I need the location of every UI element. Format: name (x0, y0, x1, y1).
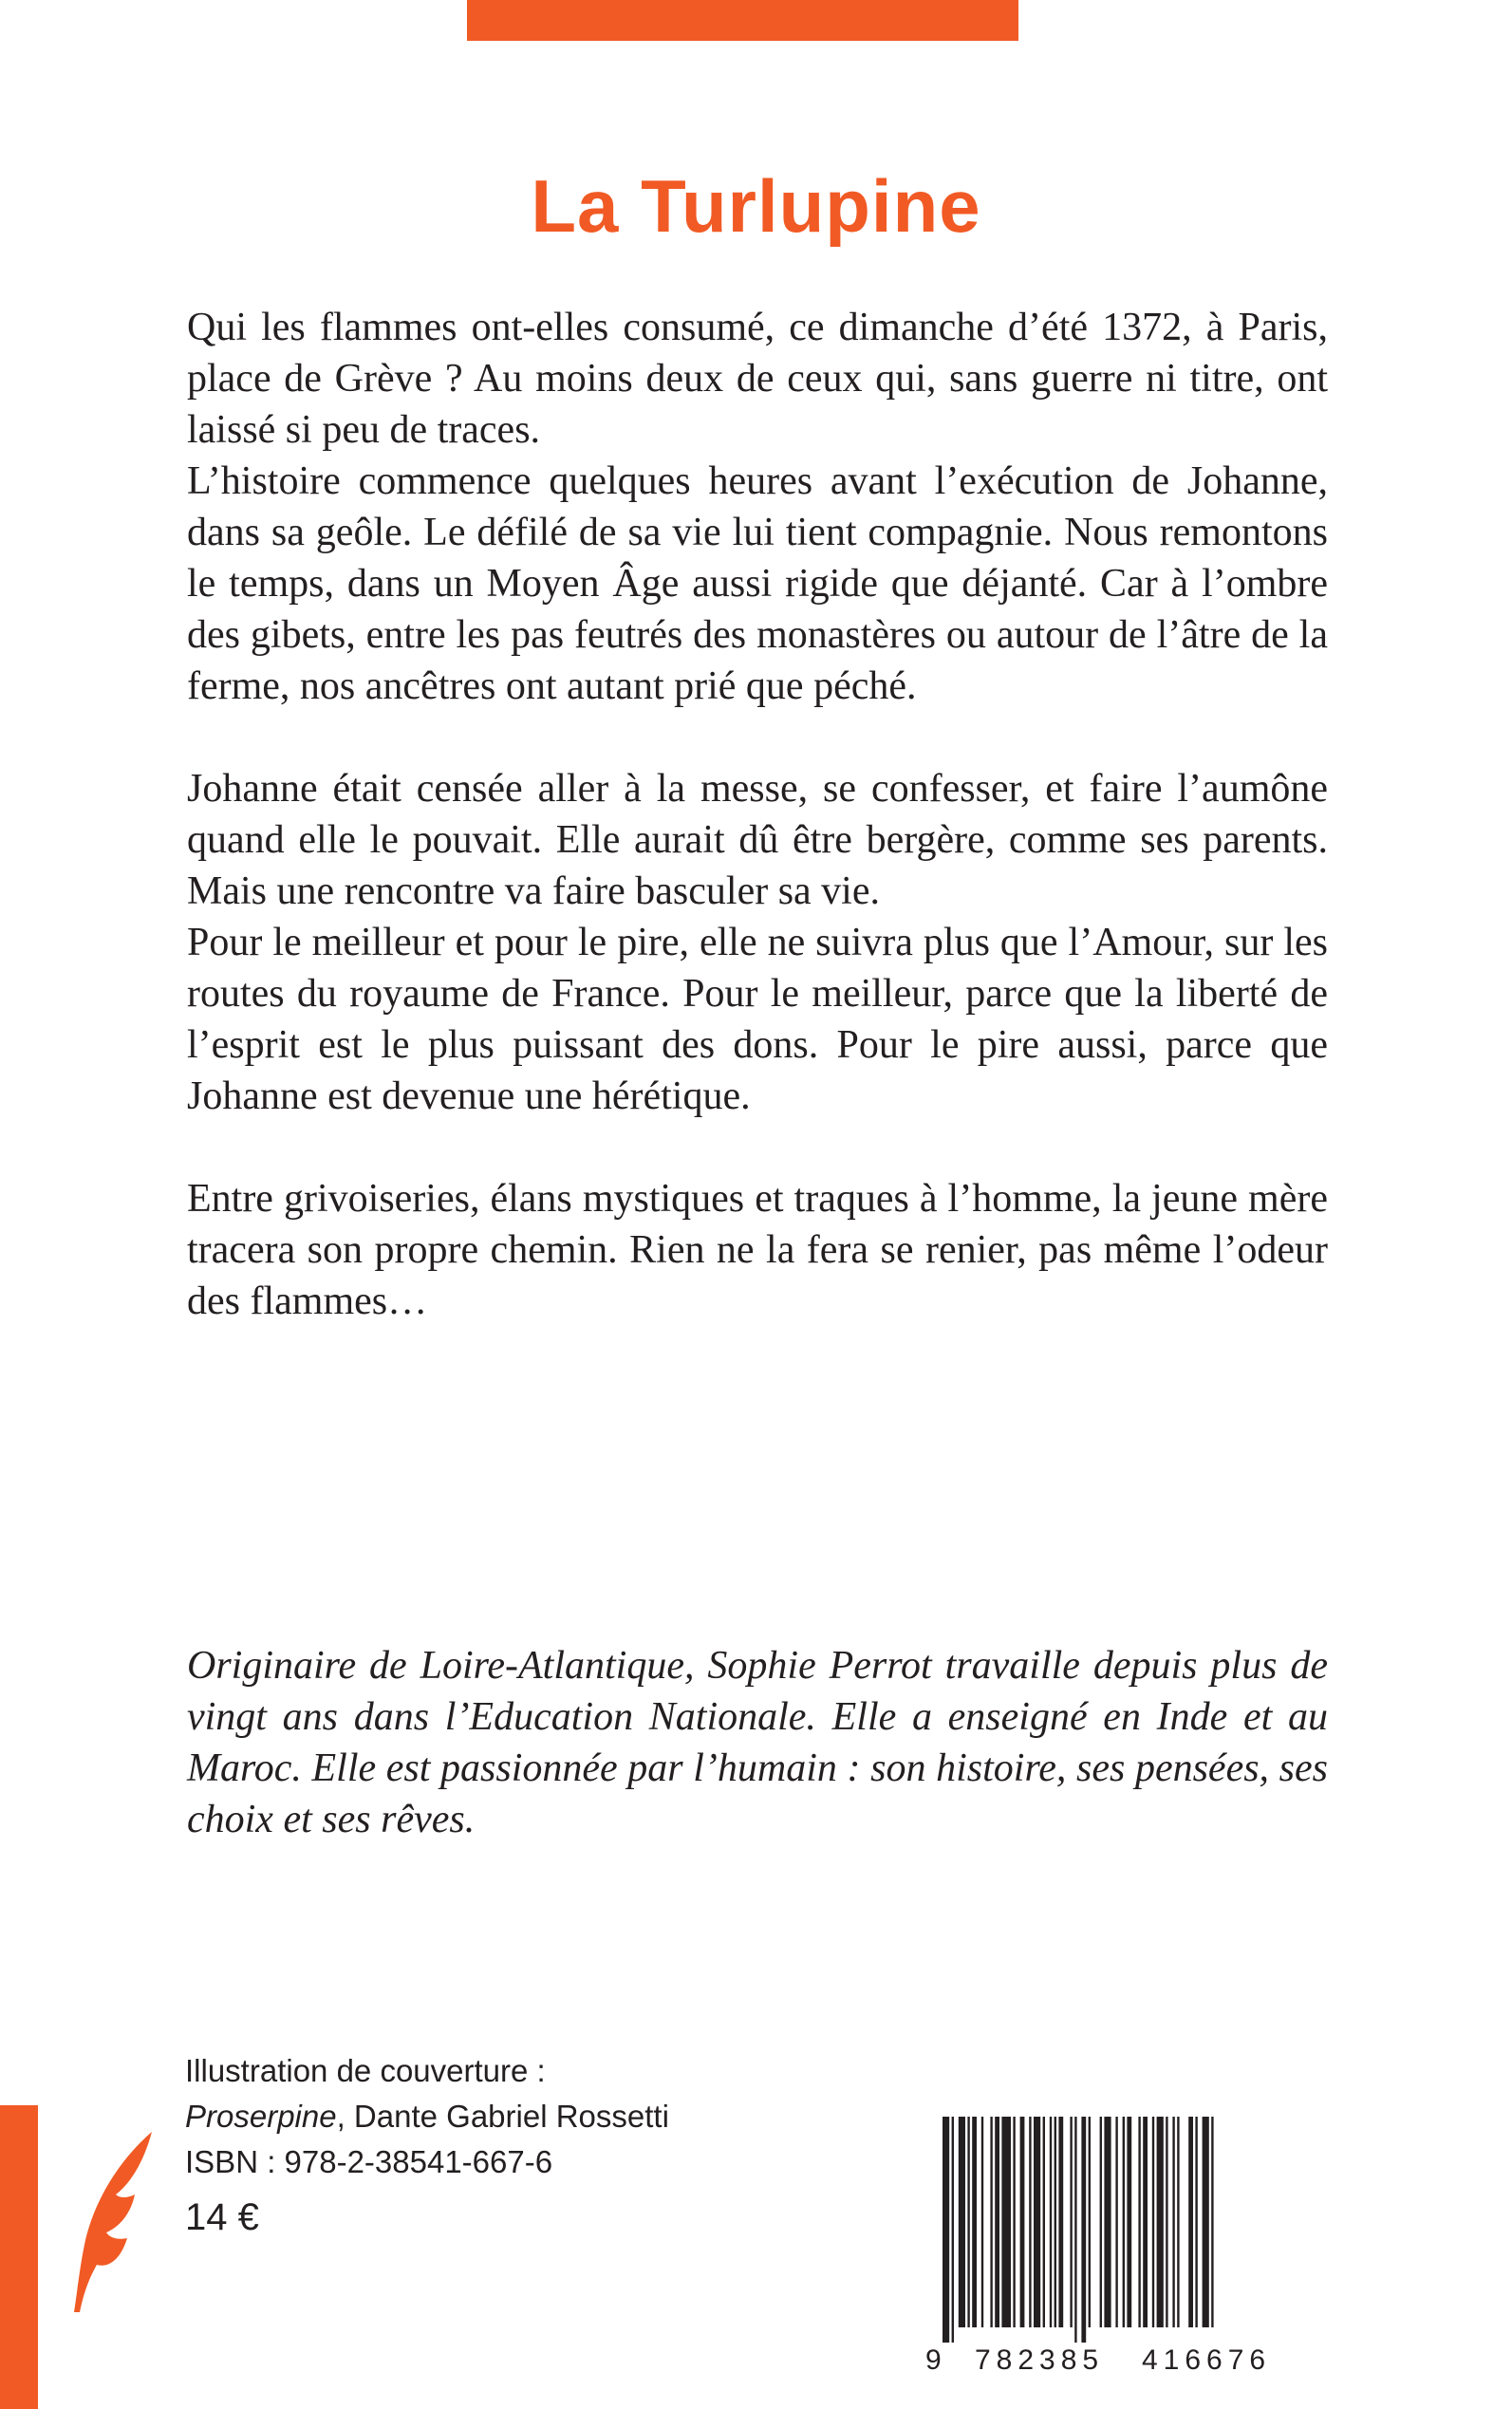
barcode-bar (1020, 2117, 1025, 2327)
isbn: ISBN : 978-2-38541-667-6 (185, 2144, 553, 2179)
barcode-bar (1211, 2117, 1213, 2327)
barcode-bar (1058, 2117, 1063, 2327)
illustration-label: Illustration de couverture : (185, 2053, 546, 2088)
barcode-bar (1013, 2117, 1015, 2327)
barcode-bar (1138, 2117, 1140, 2327)
book-title: La Turlupine (531, 164, 981, 248)
barcode-bar (1166, 2117, 1167, 2327)
synopsis-paragraph: Pour le meilleur et pour le pire, elle ne suivra plus que l’Amour, sur les routes du royaume de France. Pour le meilleur, parce que la liberté de l’esprit est le plus puissant des dons. Pour le pire aussi, parce que Johanne est devenue une hérétique. (187, 921, 1328, 1118)
barcode-bar (1029, 2117, 1031, 2327)
barcode-bar (1152, 2117, 1154, 2327)
barcode-bar (959, 2117, 965, 2327)
barcode-bar (1123, 2117, 1125, 2327)
barcode-bar (1143, 2117, 1148, 2327)
price: 14 € (185, 2196, 259, 2238)
top-accent-bar (467, 0, 1018, 41)
artwork-author: , Dante Gabriel Rossetti (336, 2099, 669, 2134)
barcode-bar (995, 2117, 999, 2327)
barcode-bar (1050, 2117, 1052, 2327)
synopsis-paragraph: Johanne était censée aller à la messe, se confesser, et faire l’aumône quand elle le pouvait. Elle aurait dû être bergère, comme ses parents. Mais une rencontre va faire basculer sa vie. (187, 767, 1328, 913)
barcode-bar (1001, 2117, 1011, 2327)
barcode-bar (952, 2117, 954, 2343)
synopsis-paragraph: Qui les flammes ont-elles consumé, ce dimanche d’été 1372, à Paris, place de Grève ? Au moins deux de ceux qui, sans guerre ni titre, ont laissé si peu de traces. (187, 306, 1328, 452)
barcode-bar (1195, 2117, 1197, 2327)
barcode-bar (1157, 2117, 1164, 2327)
barcode-first-digit: 9 (925, 2344, 942, 2376)
barcode-bar (1070, 2117, 1072, 2327)
barcode-bar (1100, 2117, 1102, 2327)
barcode-bar (1115, 2117, 1117, 2327)
barcode-right-group: 416676 (1142, 2344, 1272, 2376)
artwork-title: Proserpine (185, 2099, 337, 2134)
barcode-left-group: 782385 (975, 2344, 1105, 2376)
barcode-bar (1074, 2117, 1076, 2343)
barcode-bar (1177, 2117, 1179, 2327)
barcode-bar (981, 2117, 983, 2327)
barcode-bar (1127, 2117, 1131, 2327)
barcode-bar (1055, 2117, 1056, 2327)
barcode-bar (1089, 2117, 1091, 2327)
barcode-bar (967, 2117, 969, 2327)
barcode-bar (1188, 2117, 1193, 2327)
barcode-bar (1043, 2117, 1045, 2327)
barcode-bar (990, 2117, 992, 2327)
barcode-bar (1034, 2117, 1040, 2327)
author-bio-text: Originaire de Loire-Atlantique, Sophie Perrot travaille depuis plus de vingt ans dans l’Education Nationale. Elle a enseigné en Inde et au Maroc. Elle est passionnée par l’humain : son histoire, ses pensées, ses choix et ses rêves. (187, 1644, 1328, 1841)
barcode-bar (1203, 2117, 1209, 2327)
barcode-bar (972, 2117, 977, 2327)
barcode-bar (1081, 2117, 1086, 2343)
synopsis-paragraph: Entre grivoiseries, élans mystiques et traques à l’homme, la jeune mère tracera son propre chemin. Rien ne la fera se renier, pas même l’odeur des flammes… (187, 1177, 1328, 1323)
side-accent-bar (0, 2105, 38, 2409)
artwork-credit (185, 2094, 755, 2139)
author-bio (187, 1640, 1328, 1845)
barcode (935, 2117, 1296, 2343)
barcode-bar (1172, 2117, 1174, 2327)
synopsis (187, 302, 1328, 1327)
credits (185, 2048, 755, 2246)
barcode-bar (943, 2117, 949, 2343)
barcode-bar (1104, 2117, 1111, 2327)
synopsis-paragraph: L’histoire commence quelques heures avant l’exécution de Johanne, dans sa geôle. Le défilé de sa vie lui tient compagnie. Nous remontons le temps, dans un Moyen Âge aussi rigide que déjanté. Car à l’ombre des gibets, entre les pas feutrés des monastères ou autour de l’âtre de la ferme, nos ancêtres ont autant prié que péché. (187, 459, 1328, 708)
feather-icon (68, 2126, 163, 2316)
